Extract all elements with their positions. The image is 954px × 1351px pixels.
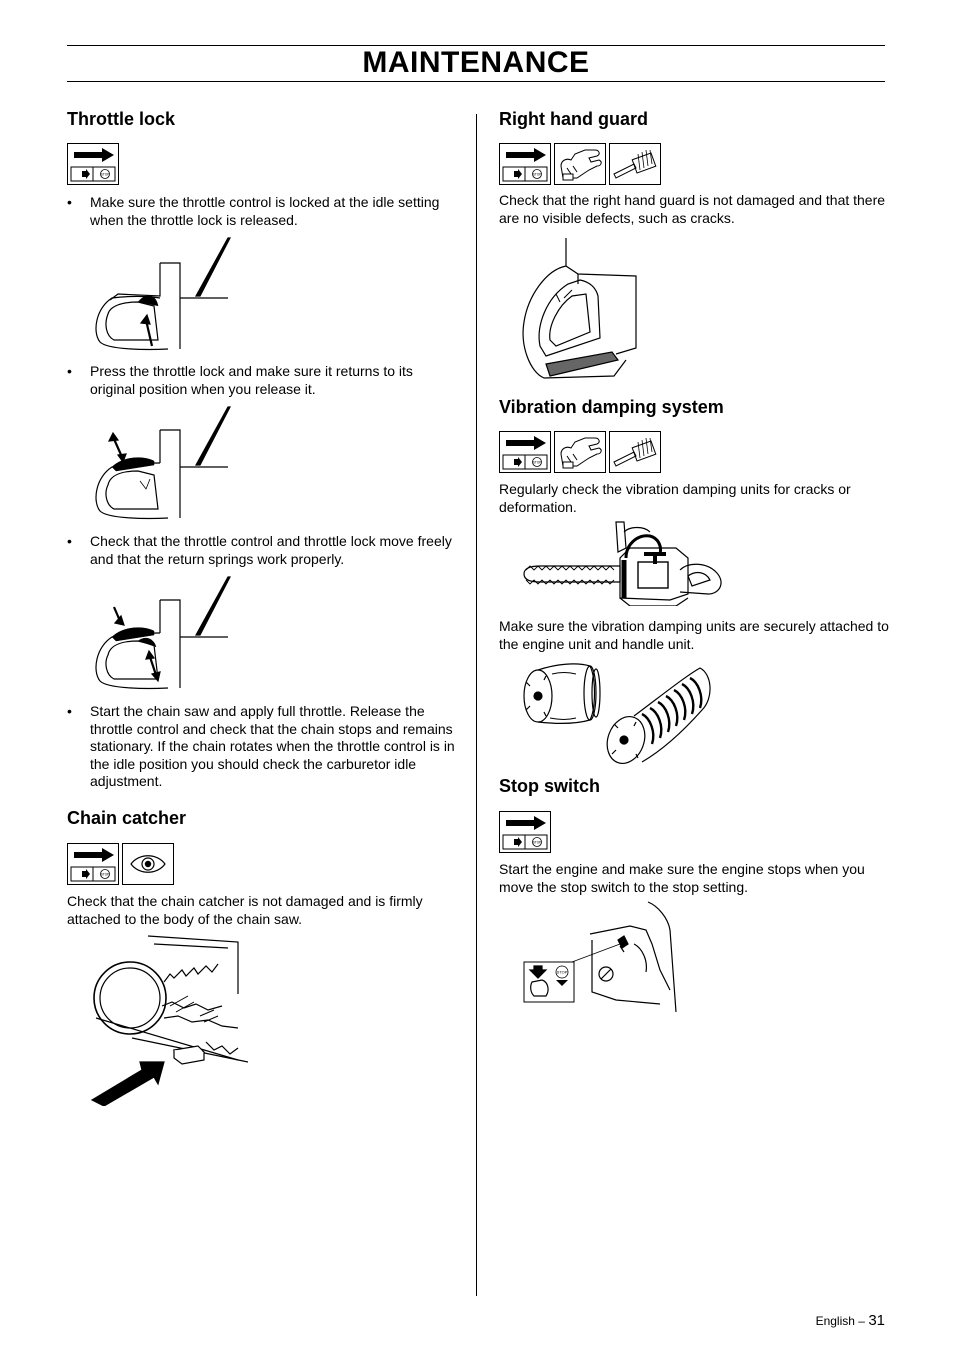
page-number: 31	[868, 1312, 885, 1329]
footer-separator: –	[858, 1314, 865, 1328]
right-hand-guard-text: Check that the right hand guard is not damaged and that there are no visible defects, such as cracks.	[499, 192, 886, 226]
stop-label: STOP	[532, 840, 542, 845]
throttle-lock-illustration-2	[88, 405, 238, 528]
right-hand-guard-heading: Right hand guard	[499, 109, 648, 129]
vibration-damping-heading: Vibration damping system	[499, 397, 724, 417]
throttle-lock-heading: Throttle lock	[67, 109, 176, 129]
maintenance-arrow-icon	[499, 431, 551, 473]
bullet-marker: •	[67, 363, 72, 379]
stop-switch-icons	[499, 811, 551, 853]
throttle-lock-bullet-3: Check that the throttle control and throttle lock move freely and that the return springs work properly.	[90, 533, 452, 567]
throttle-lock-bullet-2: Press the throttle lock and make sure it returns to its original position when you release it.	[90, 363, 413, 397]
stop-label: STOP	[532, 172, 542, 177]
brush-icon	[609, 431, 661, 473]
footer-language: English	[815, 1314, 855, 1328]
stop-switch-illustration	[520, 900, 680, 1019]
maintenance-arrow-icon	[67, 143, 119, 185]
glove-icon	[554, 431, 606, 473]
throttle-lock-illustration-1	[88, 236, 238, 359]
throttle-lock-bullet-4: Start the chain saw and apply full throttle. Release the throttle control and check that the chain stops and remains stationary. If the chain rotates when the throttle control is in the idle position you should check the carburetor idle adjustment.	[90, 703, 455, 789]
throttle-lock-illustration-3	[88, 575, 238, 698]
maintenance-arrow-icon	[499, 811, 551, 853]
chain-catcher-text: Check that the chain catcher is not damaged and is firmly attached to the body of the chain saw.	[67, 893, 423, 927]
glove-icon	[554, 143, 606, 185]
throttle-lock-bullet-1: Make sure the throttle control is locked at the idle setting when the throttle lock is released.	[90, 194, 440, 228]
bullet-marker: •	[67, 533, 72, 549]
right-hand-guard-icons	[499, 143, 661, 185]
right-hand-guard-illustration	[516, 236, 646, 389]
page-title: MAINTENANCE	[362, 46, 590, 79]
maintenance-arrow-icon	[499, 143, 551, 185]
header-bottom-rule	[67, 81, 885, 82]
stop-label: STOP	[100, 172, 110, 177]
stop-switch-text: Start the engine and make sure the engine stops when you move the stop switch to the stop setting.	[499, 861, 865, 895]
brush-icon	[609, 143, 661, 185]
damping-units-illustration	[516, 658, 716, 773]
vibration-damping-text-1: Regularly check the vibration damping units for cracks or deformation.	[499, 481, 851, 515]
throttle-lock-icons	[67, 143, 119, 185]
maintenance-arrow-icon	[67, 843, 119, 885]
stop-label: STOP	[556, 969, 568, 975]
eye-icon	[122, 843, 174, 885]
bullet-marker: •	[67, 194, 72, 210]
chainsaw-vibration-illustration	[520, 518, 730, 611]
vibration-damping-text-2: Make sure the vibration damping units are securely attached to the engine unit and handle unit.	[499, 618, 889, 652]
chain-catcher-illustration	[88, 934, 248, 1111]
vibration-damping-icons	[499, 431, 661, 473]
stop-label: STOP	[532, 460, 542, 465]
stop-label: STOP	[100, 872, 110, 877]
chain-catcher-icons	[67, 843, 174, 885]
bullet-marker: •	[67, 703, 72, 719]
column-divider	[476, 114, 477, 1296]
chain-catcher-heading: Chain catcher	[67, 808, 187, 828]
stop-switch-heading: Stop switch	[499, 776, 601, 796]
page-footer	[816, 1312, 885, 1329]
